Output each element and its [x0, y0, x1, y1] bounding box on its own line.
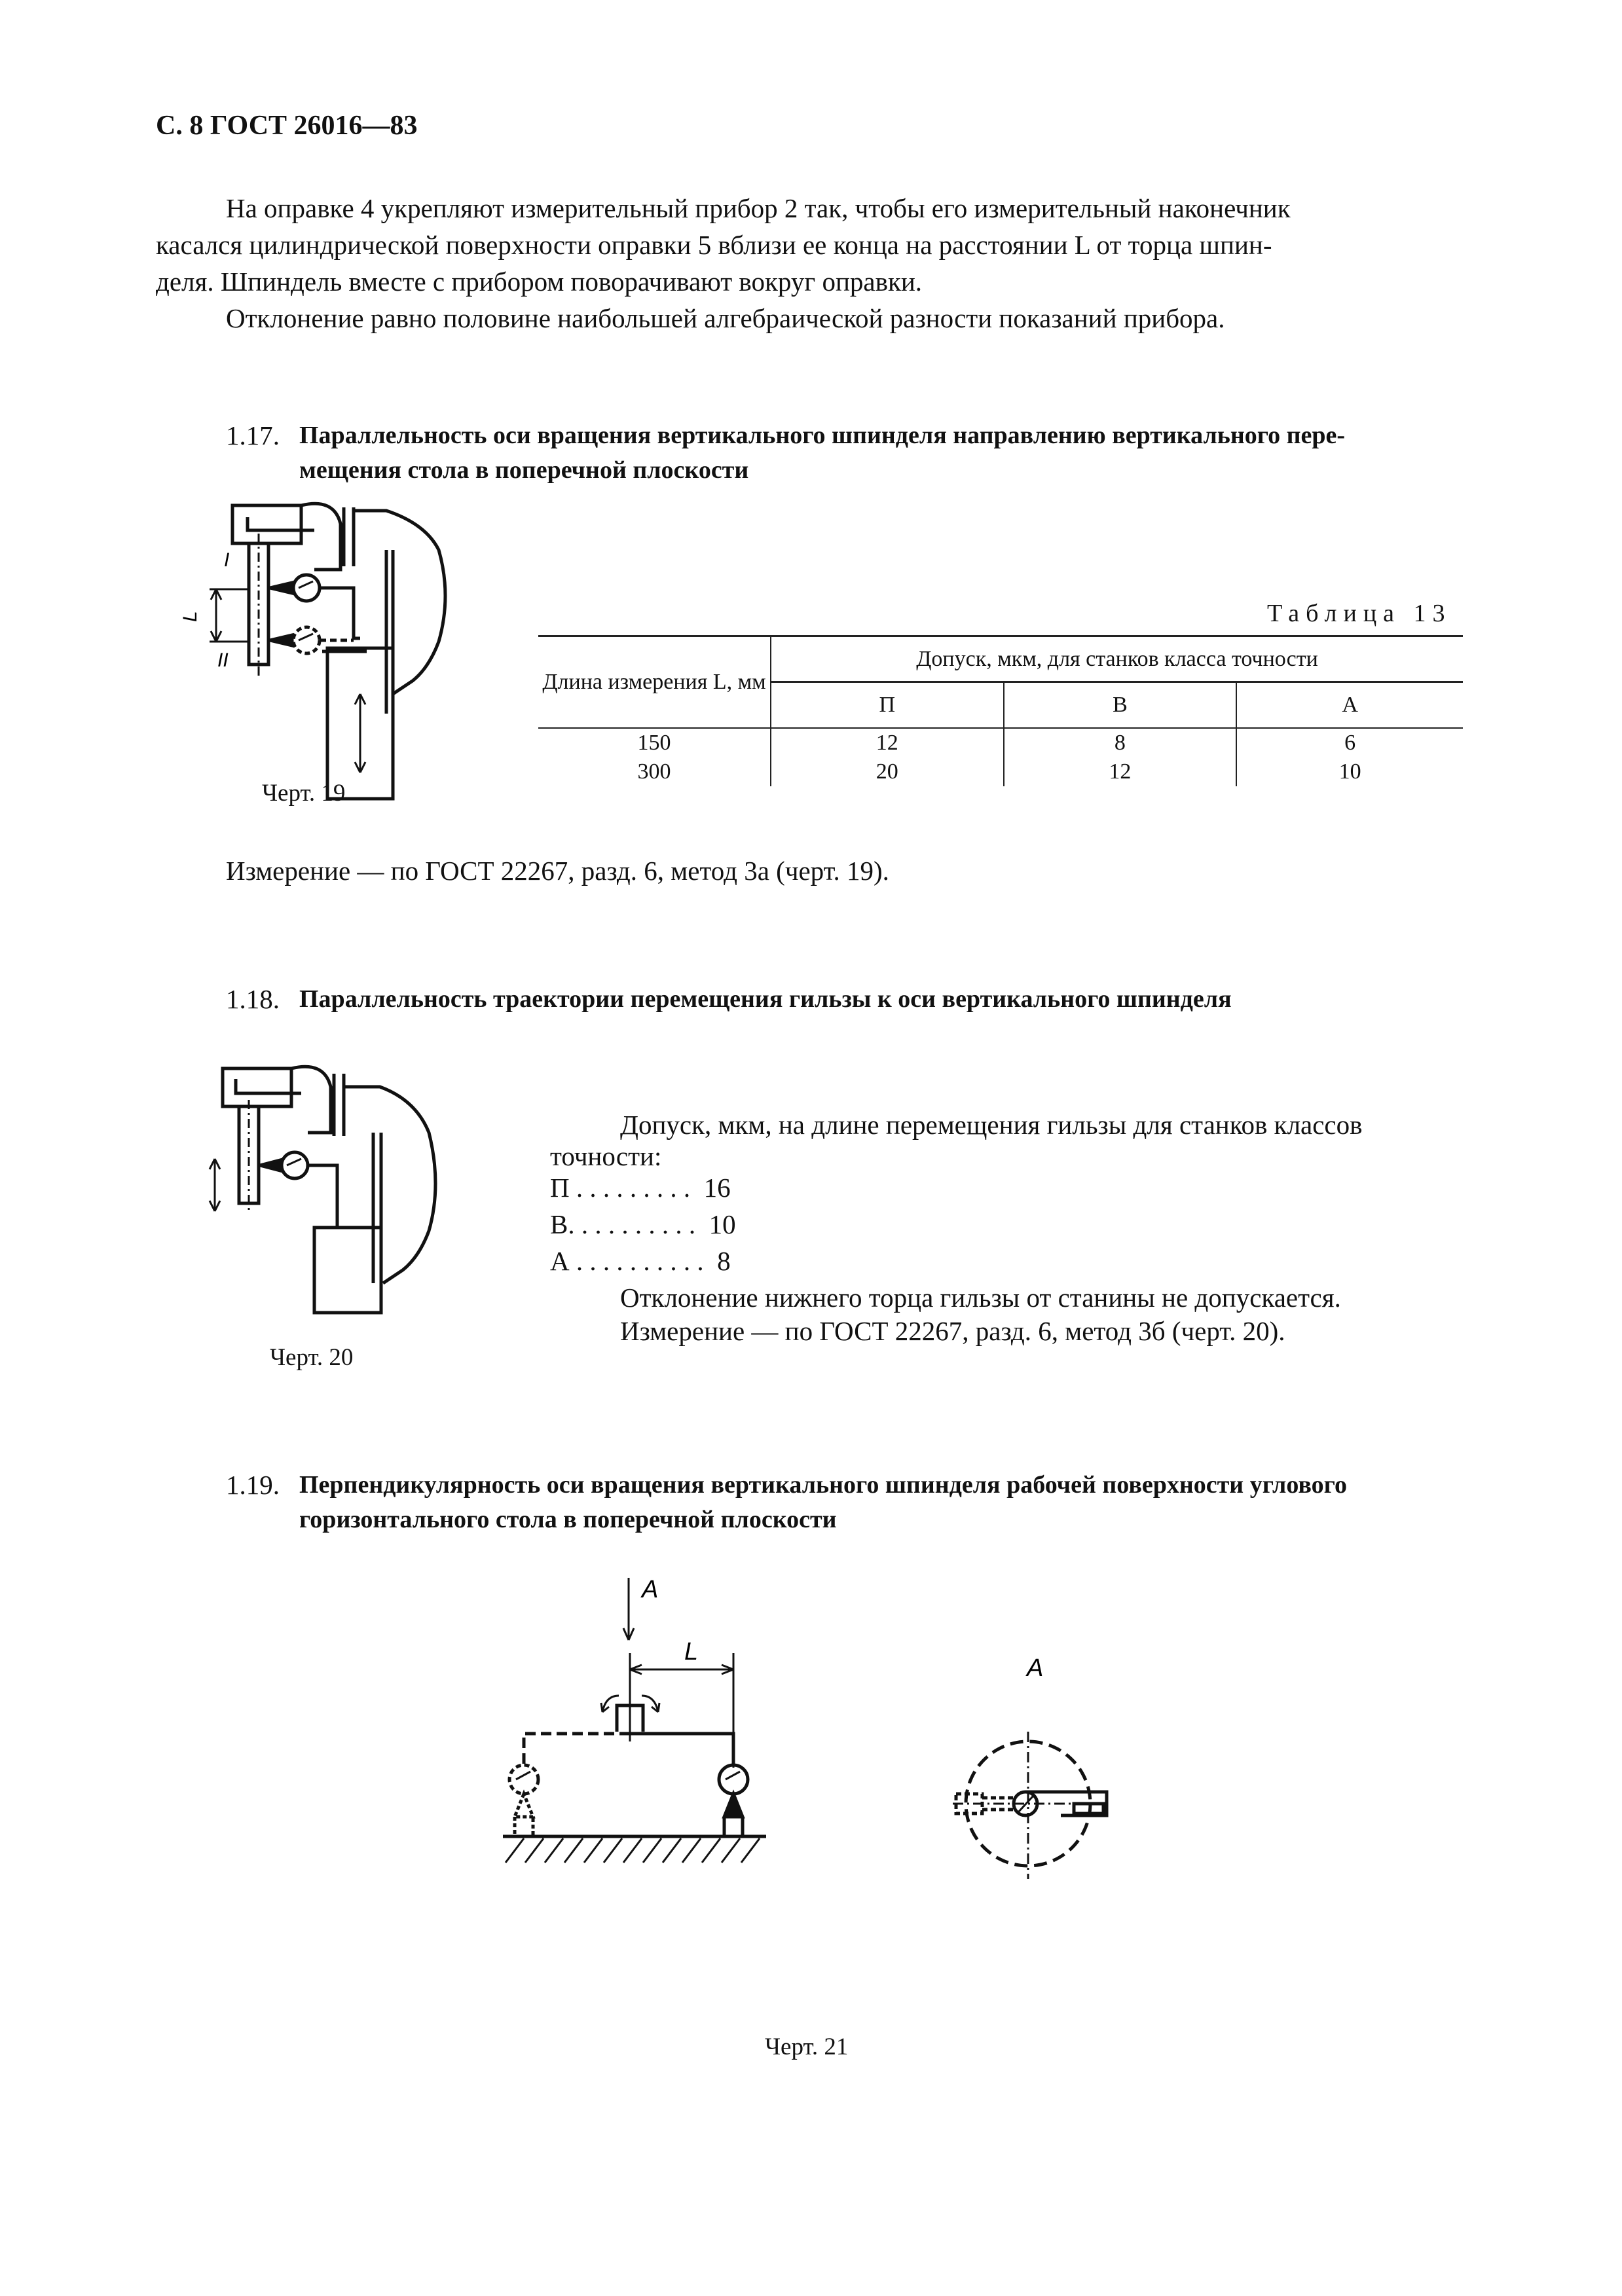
table-row: [538, 728, 1463, 757]
tolerance-value: 16: [703, 1173, 731, 1203]
tolerance-dots: . . . . . . . . .: [569, 1173, 691, 1203]
intro-line-3: деля. Шпиндель вместе с прибором поворачивают вокруг оправки.: [156, 266, 923, 297]
figure-19-caption: Черт. 19: [262, 780, 346, 807]
section-1-17-measurement: Измерение — по ГОСТ 22267, разд. 6, метод 3а (черт. 19).: [226, 856, 889, 886]
section-1-18-title: Параллельность траектории перемещения гильзы к оси вертикального шпинделя: [299, 985, 1232, 1013]
tolerance-class: В: [550, 1209, 568, 1239]
intro-line-2: касался цилиндрической поверхности оправки 5 вблизи ее конца на расстоянии L от торца шпин-: [156, 230, 1272, 260]
tolerance-dots: . . . . . . . . . .: [569, 1246, 704, 1276]
tolerance-class: П: [550, 1173, 570, 1203]
figure-19-label-bottom: II: [217, 649, 229, 671]
section-1-17-title-line-1: Параллельность оси вращения вертикального шпинделя направлению вертикального пере-: [299, 422, 1345, 449]
figure-21-label-view: А: [1027, 1654, 1044, 1682]
table-header-tolerance: Допуск, мкм, для станков класса точности: [771, 636, 1463, 682]
tolerance-dots: . . . . . . . . . .: [568, 1209, 696, 1239]
table-cell: 12: [771, 728, 1004, 757]
section-1-17-title-line-2: мещения стола в поперечной плоскости: [299, 456, 749, 484]
figure-19-label-length: L: [179, 611, 201, 622]
figure-20-caption: Черт. 20: [270, 1344, 354, 1371]
table-cell: 300: [538, 757, 771, 786]
table-header-class-v: В: [1004, 682, 1237, 728]
table-header-length: Длина измерения L, мм: [538, 636, 771, 728]
figure-20-diagram: [203, 1061, 478, 1336]
section-1-19-title-line-2: горизонтального стола в поперечной плоскости: [299, 1506, 837, 1533]
section-1-18-note-2: Измерение — по ГОСТ 22267, разд. 6, метод 3б (черт. 20).: [620, 1316, 1285, 1346]
figure-21-diagram: [498, 1571, 1152, 1912]
tolerance-value: 10: [709, 1209, 736, 1239]
table-cell: 12: [1004, 757, 1237, 786]
tolerance-row-p: [550, 1169, 731, 1206]
intro-line-1: На оправке 4 укрепляют измерительный прибор 2 так, чтобы его измерительный наконечник: [226, 193, 1291, 223]
figure-21-caption: Черт. 21: [765, 2033, 849, 2060]
table-13-caption: Таблица 13: [1267, 600, 1452, 627]
tolerance-row-a: [550, 1243, 731, 1279]
tolerance-value: 8: [717, 1246, 731, 1276]
section-1-18-note-1: Отклонение нижнего торца гильзы от станины не допускается.: [620, 1283, 1341, 1313]
page-header: С. 8 ГОСТ 26016—83: [156, 111, 418, 141]
table-cell: 20: [771, 757, 1004, 786]
figure-19-label-top: I: [224, 549, 230, 571]
table-13: [538, 635, 1463, 786]
section-1-19-title-line-1: Перпендикулярность оси вращения вертикального шпинделя рабочей поверхности углового: [299, 1471, 1347, 1499]
table-cell: 150: [538, 728, 771, 757]
section-1-18-tolerance-line-1: Допуск, мкм, на длине перемещения гильзы для станков классов: [620, 1110, 1363, 1140]
table-cell: 8: [1004, 728, 1237, 757]
table-row: [538, 757, 1463, 786]
tolerance-row-v: [550, 1206, 736, 1243]
section-1-17-number: 1.17.: [226, 420, 280, 450]
section-1-18-number: 1.18.: [226, 984, 280, 1014]
table-header-class-p: П: [771, 682, 1004, 728]
figure-21-label-length: L: [684, 1638, 699, 1666]
tolerance-class: А: [550, 1246, 570, 1276]
figure-21-label-arrow: А: [642, 1576, 659, 1603]
table-cell: 10: [1338, 759, 1361, 784]
section-1-18-tolerance-line-2: точности:: [550, 1141, 662, 1171]
section-1-19-number: 1.19.: [226, 1470, 280, 1500]
intro-line-4: Отклонение равно половине наибольшей алгебраической разности показаний прибора.: [226, 303, 1225, 333]
table-header-class-a: А: [1236, 682, 1463, 728]
table-cell: 6: [1344, 730, 1356, 755]
